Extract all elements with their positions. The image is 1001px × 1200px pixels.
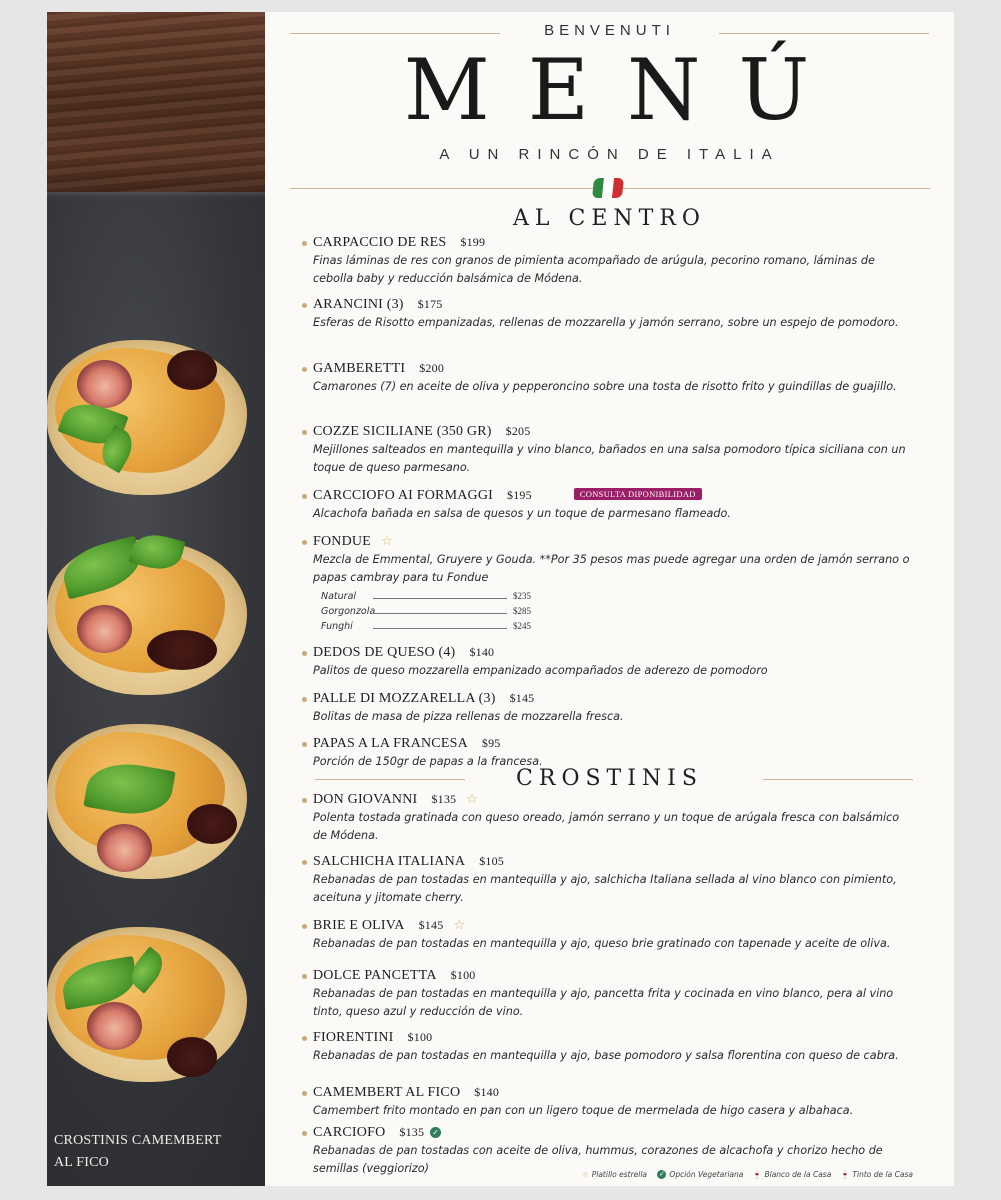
menu-item-header <box>313 736 913 752</box>
menu-item <box>313 534 913 634</box>
caption-line: AL FICO <box>54 1155 109 1170</box>
availability-badge: CONSULTA DIPONIBILIDAD <box>574 488 702 500</box>
star-icon: ☆ <box>582 1170 589 1179</box>
menu-item-header <box>313 488 913 504</box>
menu-item <box>313 854 913 907</box>
menu-item-name: DEDOS DE QUESO (4) <box>313 645 456 660</box>
photo-caption <box>54 1130 259 1174</box>
menu-item-description: Mejillones salteados en mantequilla y vino blanco, bañados en una salsa pomodoro típica siciliana con un toque de queso parmesano. <box>313 443 906 474</box>
menu-item-price: $175 <box>417 297 443 311</box>
legend <box>575 1170 913 1179</box>
menu-item-name: PALLE DI MOZZARELLA (3) <box>313 691 496 706</box>
menu-item-header <box>313 235 913 251</box>
menu-item-description: Camarones (7) en aceite de oliva y pepperoncino sobre una tosta de risotto frito y guindillas de guajillo. <box>313 380 897 393</box>
bullet-icon <box>302 367 307 372</box>
legend-white-wine: Blanco de la Casa <box>764 1170 832 1179</box>
menu-item-description: Rebanadas de pan tostadas en mantequilla y ajo, base pomodoro y salsa florentina con queso de cabra. <box>313 1049 899 1062</box>
menu-item-name: SALCHICHA ITALIANA <box>313 854 466 869</box>
menu-item <box>313 424 913 477</box>
caption-line: CROSTINIS CAMEMBERT <box>54 1133 222 1148</box>
menu-item <box>313 1030 913 1065</box>
bullet-icon <box>302 697 307 702</box>
menu-item-name: FONDUE <box>313 534 371 549</box>
bullet-icon <box>302 1091 307 1096</box>
leader-line <box>373 613 507 614</box>
menu-item-name: DOLCE PANCETTA <box>313 968 437 983</box>
menu-item-description: Rebanadas de pan tostadas en mantequilla y ajo, queso brie gratinado con tapenade y aceite de oliva. <box>313 937 891 950</box>
variant-row <box>321 589 531 604</box>
crostini-image <box>47 714 252 884</box>
bullet-icon <box>302 430 307 435</box>
variant-name: Gorgonzola <box>321 606 376 617</box>
menu-item-price: $200 <box>419 361 445 375</box>
vegetarian-icon: ✓ <box>658 1170 665 1178</box>
menu-content <box>265 12 954 1186</box>
wood-table <box>47 12 265 212</box>
variant-price: $285 <box>513 606 531 616</box>
menu-item-header <box>313 918 913 934</box>
menu-item-name: CARCCIOFO AI FORMAGGI <box>313 488 494 503</box>
star-icon: ☆ <box>380 534 393 549</box>
variant-row <box>321 619 531 634</box>
section-title-crostinis: CROSTINIS <box>516 766 703 791</box>
variant-name: Natural <box>321 591 357 602</box>
menu-item <box>313 792 913 845</box>
menu-item-price: $199 <box>460 235 486 249</box>
menu-item-name: BRIE E OLIVA <box>313 918 405 933</box>
menu-item-header <box>313 534 913 550</box>
bullet-icon <box>302 742 307 747</box>
welcome-text: BENVENUTI <box>544 22 675 39</box>
menu-item-name: CARPACCIO DE RES <box>313 235 447 250</box>
menu-item-name: GAMBERETTI <box>313 361 406 376</box>
italy-flag-icon <box>592 178 624 198</box>
menu-item <box>313 691 913 726</box>
menu-item-price: $140 <box>474 1085 500 1099</box>
menu-item-description: Camembert frito montado en pan con un ligero toque de mermelada de higo casera y albahaca. <box>313 1104 854 1117</box>
crostini-image <box>47 330 252 500</box>
menu-item-description: Mezcla de Emmental, Gruyere y Gouda. **Por 35 pesos mas puede agregar una orden de jamón serrano o papas cambray para tu Fondue <box>313 553 910 584</box>
menu-item <box>313 235 913 288</box>
menu-item-name: CAMEMBERT AL FICO <box>313 1085 461 1100</box>
crostini-image <box>47 917 252 1087</box>
menu-item-name: CARCIOFO <box>313 1125 386 1140</box>
bullet-icon <box>302 798 307 803</box>
bullet-icon <box>302 241 307 246</box>
bullet-icon <box>302 494 307 499</box>
menu-item-header <box>313 1030 913 1046</box>
page-title: MENÚ <box>403 41 848 139</box>
menu-item-description: Esferas de Risotto empanizadas, rellenas de mozzarella y jamón serrano, sobre un espejo de pomodoro. <box>313 316 899 329</box>
menu-item-name: FIORENTINI <box>313 1030 394 1045</box>
menu-item <box>313 645 913 680</box>
menu-item-header <box>313 1085 913 1101</box>
bullet-icon <box>302 974 307 979</box>
menu-item-header <box>313 792 913 808</box>
menu-item <box>313 488 913 523</box>
menu-item-header <box>313 968 913 984</box>
menu-item-header <box>313 691 913 707</box>
white-wine-icon: 🍷 <box>752 1171 762 1179</box>
variant-price: $235 <box>513 591 531 601</box>
crostini-image <box>47 530 252 700</box>
menu-item-header <box>313 645 913 661</box>
menu-item-name: DON GIOVANNI <box>313 792 418 807</box>
variant-price: $245 <box>513 621 531 631</box>
menu-item-description: Rebanadas de pan tostadas en mantequilla y ajo, pancetta frita y cocinada en vino blanco, pera al vino tinto, queso azul y reducción de vino. <box>313 987 894 1018</box>
legend-veg: Opción Vegetariana <box>669 1170 744 1179</box>
menu-item-price: $145 <box>509 691 535 705</box>
menu-item <box>313 297 913 332</box>
menu-item <box>313 968 913 1021</box>
variant-row <box>321 604 531 619</box>
food-photo <box>47 12 265 1186</box>
menu-item-price: $135 <box>399 1125 425 1139</box>
menu-item <box>313 361 913 396</box>
bullet-icon <box>302 924 307 929</box>
subtitle: A UN RINCÓN DE ITALIA <box>439 146 780 163</box>
menu-item-description: Palitos de queso mozzarella empanizado acompañados de aderezo de pomodoro <box>313 664 768 677</box>
menu-item-price: $100 <box>407 1030 433 1044</box>
leader-line <box>373 598 507 599</box>
variant-name: Funghi <box>321 621 353 632</box>
bullet-icon <box>302 1036 307 1041</box>
legend-red-wine: Tinto de la Casa <box>852 1170 913 1179</box>
bullet-icon <box>302 860 307 865</box>
menu-item-header <box>313 297 913 313</box>
menu-item-price: $140 <box>469 645 495 659</box>
menu-item-name: ARANCINI (3) <box>313 297 404 312</box>
menu-page <box>47 12 954 1186</box>
menu-item-header <box>313 424 913 440</box>
menu-item-header <box>313 361 913 377</box>
menu-item <box>313 1085 913 1120</box>
menu-item-description: Finas láminas de res con granos de pimienta acompañado de arúgula, pecorino romano, láminas de cebolla baby y reducción balsámica de Módena. <box>313 254 875 285</box>
menu-item-price: $105 <box>479 854 505 868</box>
menu-item-header <box>313 1125 913 1141</box>
vegetarian-icon: ✓ <box>430 1127 441 1138</box>
menu-item-name: COZZE SICILIANE (350 GR) <box>313 424 492 439</box>
bullet-icon <box>302 1131 307 1136</box>
menu-item-price: $145 <box>418 918 444 932</box>
menu-item-price: $135 <box>431 792 457 806</box>
star-icon: ☆ <box>466 792 479 807</box>
menu-item-description: Polenta tostada gratinada con queso oreado, jamón serrano y un toque de arúgala fresca con balsámico de Módena. <box>313 811 900 842</box>
bullet-icon <box>302 540 307 545</box>
bullet-icon <box>302 303 307 308</box>
menu-item-description: Bolitas de masa de pizza rellenas de mozzarella fresca. <box>313 710 624 723</box>
menu-item-price: $205 <box>505 424 531 438</box>
legend-star: Platillo estrella <box>591 1170 648 1179</box>
section-title-al-centro: AL CENTRO <box>513 206 706 231</box>
menu-item <box>313 918 913 953</box>
menu-item-description: Rebanadas de pan tostadas en mantequilla y ajo, salchicha Italiana sellada al vino blanco con pimiento, aceituna y jitomate cherry. <box>313 873 897 904</box>
menu-item-name: PAPAS A LA FRANCESA <box>313 736 468 751</box>
menu-item-header <box>313 854 913 870</box>
bullet-icon <box>302 651 307 656</box>
menu-item-description: Rebanadas de pan tostadas con aceite de oliva, hummus, corazones de alcachofa y chorizo hecho de semillas (veggiorizo) <box>313 1144 883 1175</box>
menu-item-description: Alcachofa bañada en salsa de quesos y un toque de parmesano flameado. <box>313 507 731 520</box>
menu-item-description: Porción de 150gr de papas a la francesa. <box>313 755 543 768</box>
leader-line <box>373 628 507 629</box>
menu-item-price: $100 <box>450 968 476 982</box>
red-wine-icon: 🍷 <box>840 1171 850 1179</box>
menu-item-price: $95 <box>481 736 501 750</box>
variant-list <box>321 589 913 634</box>
menu-item-price: $195 <box>507 488 532 502</box>
star-icon: ☆ <box>453 918 466 933</box>
